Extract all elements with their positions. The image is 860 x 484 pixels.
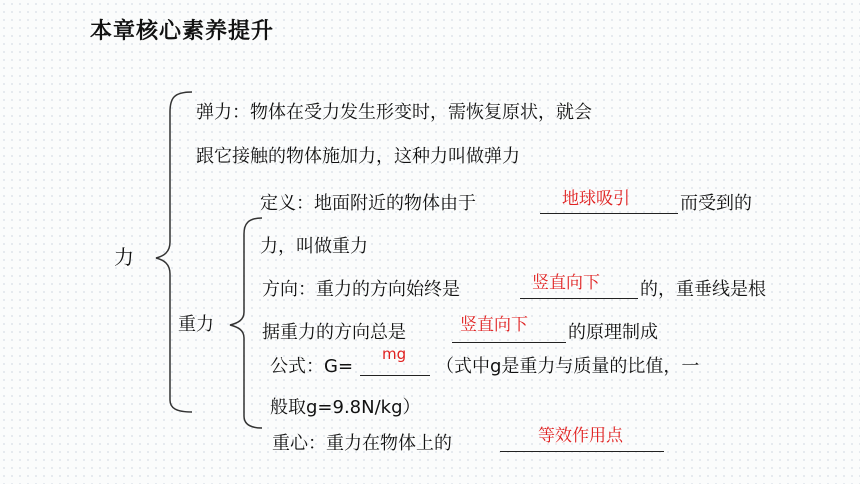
elastic-line-1: 弹力：物体在受力发生形变时，需恢复原状，就会: [196, 102, 592, 123]
direction-answer: 竖直向下: [532, 273, 600, 293]
principle-answer: 竖直向下: [460, 315, 528, 335]
gravity-brace: [230, 218, 262, 428]
direction-text: 方向：重力的方向始终是: [262, 279, 460, 300]
formula-after: （式中g是重力与质量的比值，一: [436, 356, 700, 377]
formula-answer: mg: [382, 345, 407, 363]
gravity-label: 重力: [178, 314, 214, 335]
formula-blank: [360, 374, 430, 376]
principle-after: 的原理制成: [568, 322, 658, 343]
page-title: 本章核心素养提升: [90, 19, 275, 44]
definition-text: 定义：地面附近的物体由于: [260, 193, 476, 214]
center-text: 重心：重力在物体上的: [272, 433, 452, 454]
formula-text: 公式：G=: [270, 356, 354, 377]
definition-answer: 地球吸引: [562, 189, 630, 209]
definition-blank: [540, 212, 678, 214]
elastic-line-2: 跟它接触的物体施加力，这种力叫做弹力: [196, 146, 520, 167]
direction-blank: [520, 297, 638, 299]
definition-after: 而受到的: [680, 193, 752, 214]
center-answer: 等效作用点: [538, 426, 623, 446]
principle-text: 据重力的方向总是: [262, 322, 406, 343]
formula-line-2: 般取g=9.8N/kg）: [270, 397, 421, 418]
direction-after: 的，重垂线是根: [640, 279, 766, 300]
principle-blank: [452, 341, 566, 343]
definition-line-2: 力，叫做重力: [260, 236, 368, 257]
center-blank: [500, 450, 664, 452]
main-brace: [156, 92, 192, 412]
force-label: 力: [114, 245, 134, 269]
